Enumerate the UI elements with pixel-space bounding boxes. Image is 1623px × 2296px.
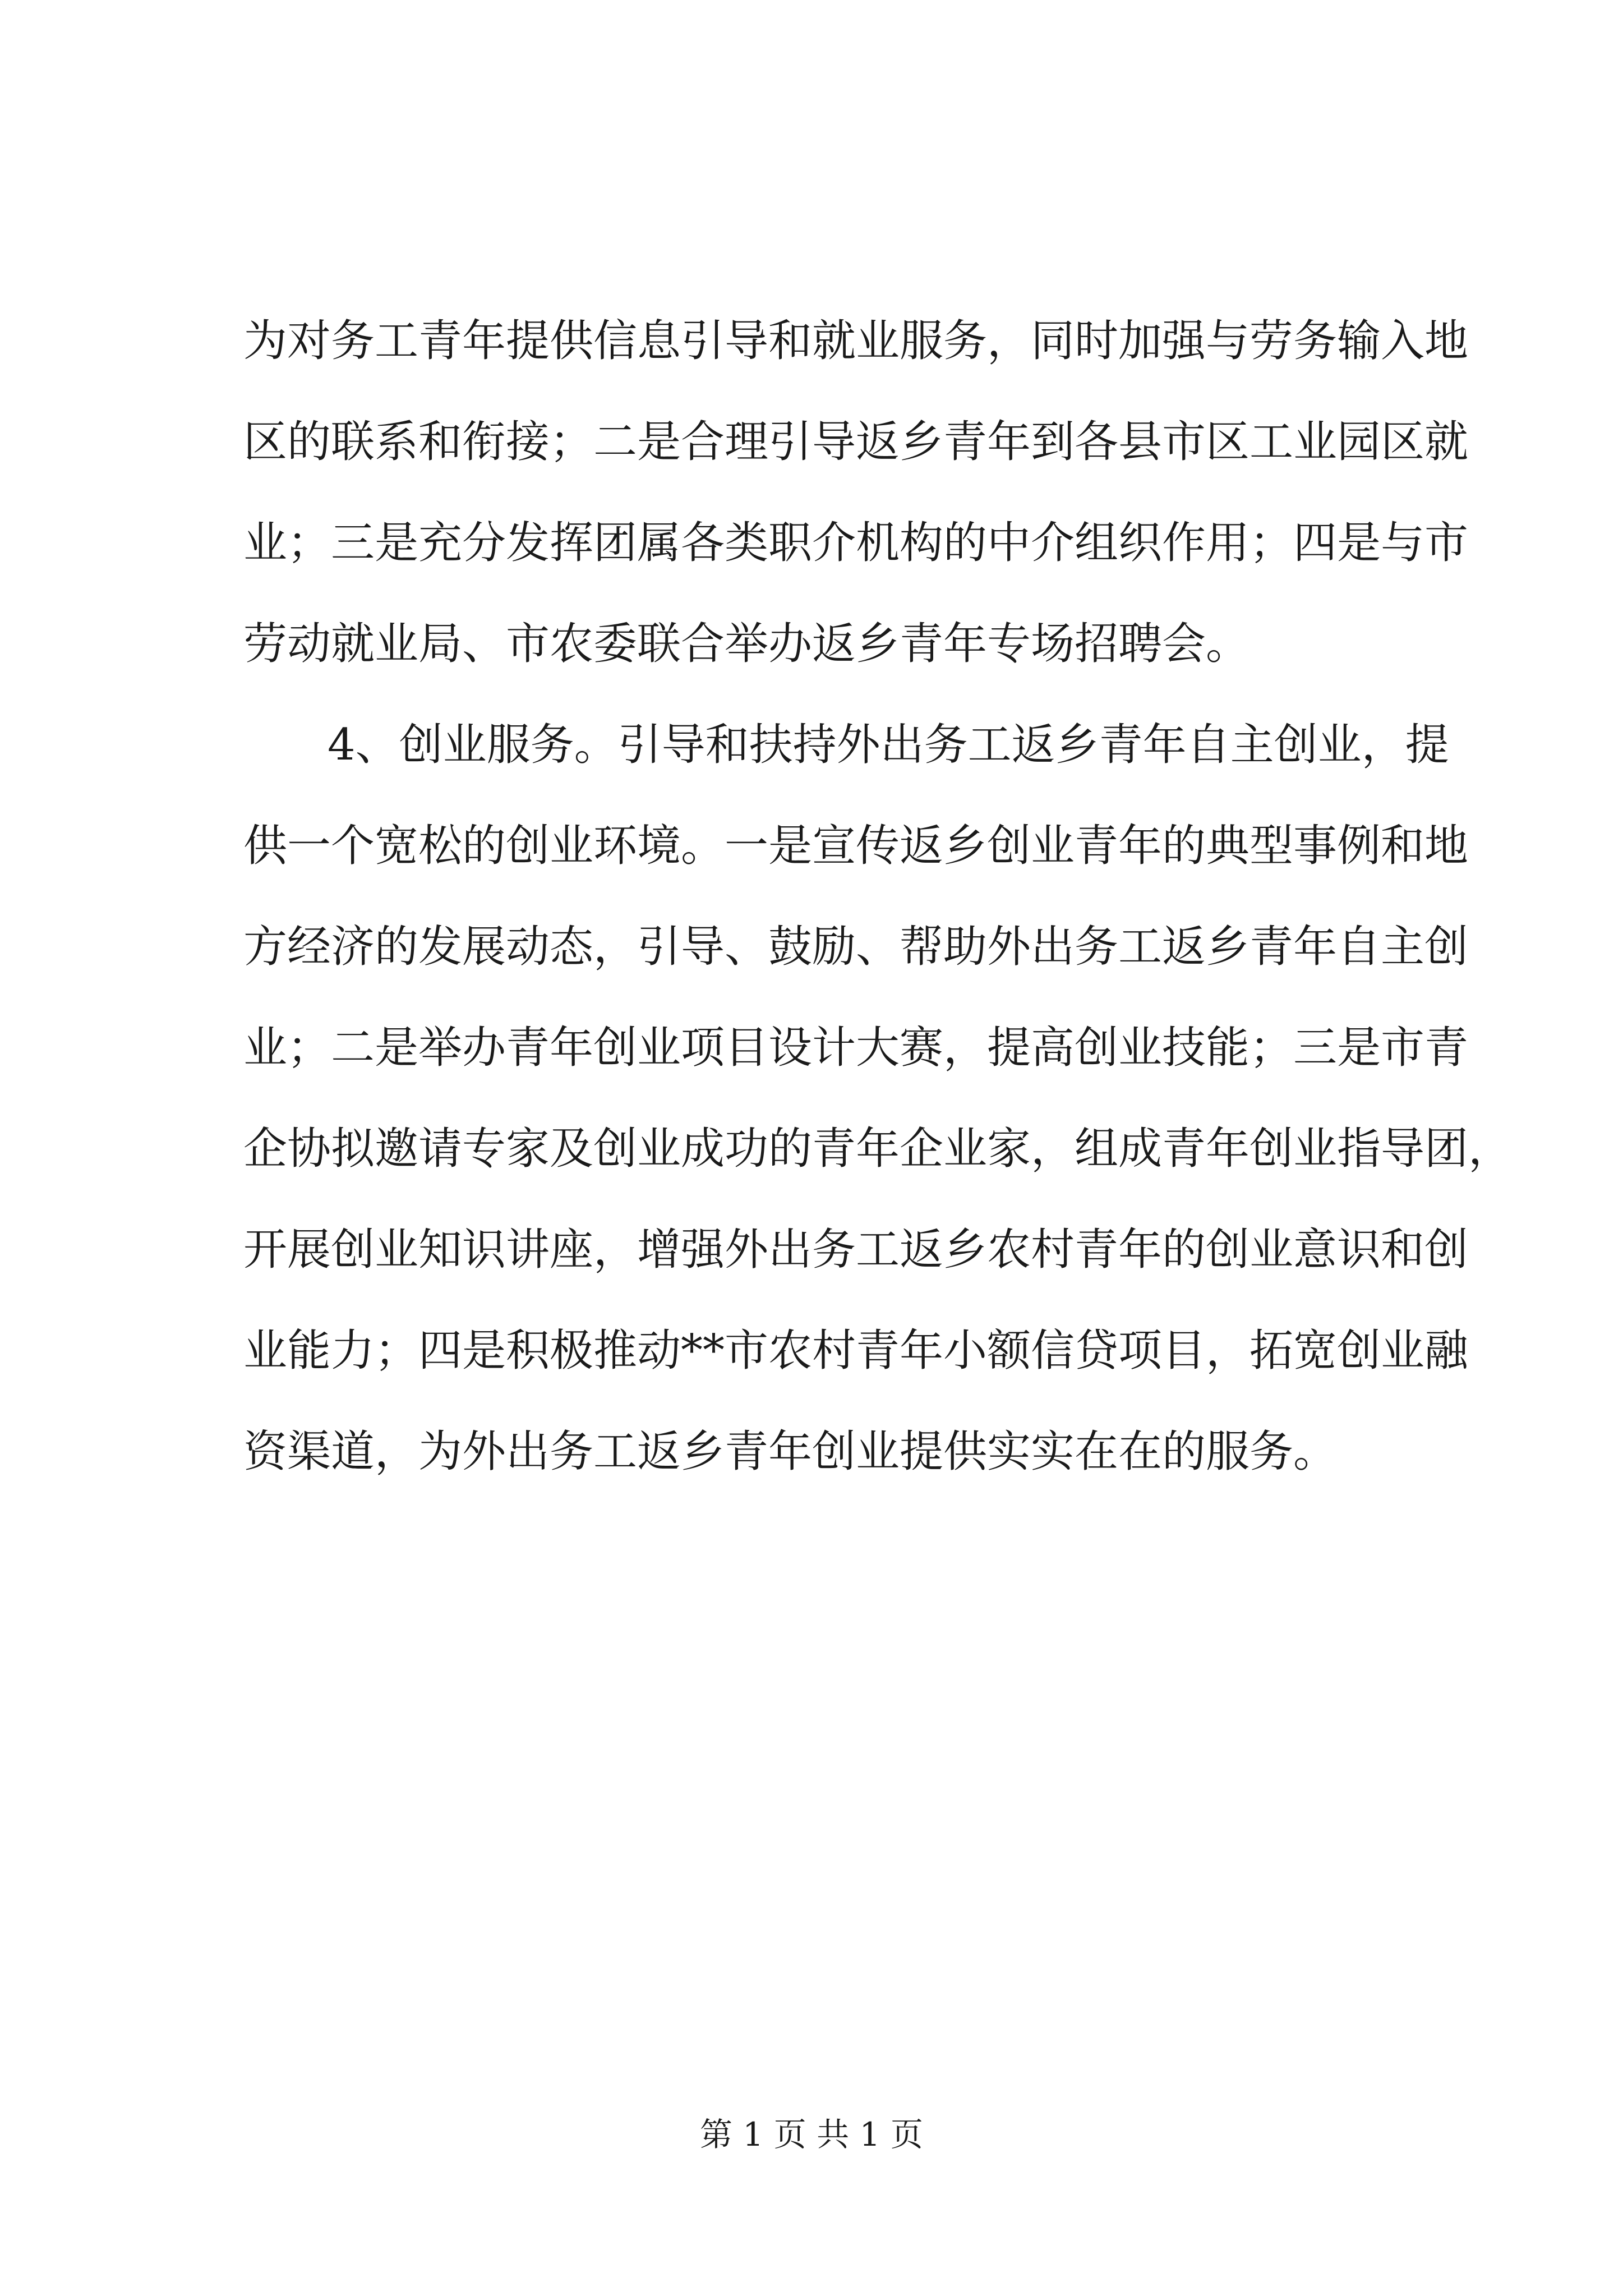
page-number-indicator: 第 1 页 共 1 页 <box>700 2115 923 2154</box>
paragraph-1-line-1: 为对务工青年提供信息引导和就业服务，同时加强与劳务输入地 <box>243 316 1469 366</box>
page-footer <box>0 2112 1623 2157</box>
paragraph-2-line-7: 业能力；四是积极推动**市农村青年小额信贷项目，拓宽创业融 <box>243 1326 1469 1376</box>
document-body <box>243 291 1513 1502</box>
paragraph-1-line-4: 劳动就业局、市农委联合举办返乡青年专场招聘会。 <box>243 619 1250 669</box>
paragraph-2-line-8: 资渠道，为外出务工返乡青年创业提供实实在在的服务。 <box>243 1427 1338 1477</box>
paragraph-2-line-1: 4、创业服务。引导和扶持外出务工返乡青年自主创业，提 <box>328 720 1449 770</box>
paragraph-2-line-4: 业；二是举办青年创业项目设计大赛，提高创业技能；三是市青 <box>243 1023 1469 1073</box>
paragraph-1-line-3: 业；三是充分发挥团属各类职介机构的中介组织作用；四是与市 <box>243 518 1469 568</box>
paragraph-2-line-5: 企协拟邀请专家及创业成功的青年企业家，组成青年创业指导团， <box>243 1124 1513 1174</box>
paragraph-2-line-3: 方经济的发展动态，引导、鼓励、帮助外出务工返乡青年自主创 <box>243 922 1469 972</box>
paragraph-2-line-2: 供一个宽松的创业环境。一是宣传返乡创业青年的典型事例和地 <box>243 821 1469 871</box>
paragraph-1-line-2: 区的联系和衔接；二是合理引导返乡青年到各县市区工业园区就 <box>243 417 1469 467</box>
paragraph-2-line-6: 开展创业知识讲座，增强外出务工返乡农村青年的创业意识和创 <box>243 1225 1469 1275</box>
